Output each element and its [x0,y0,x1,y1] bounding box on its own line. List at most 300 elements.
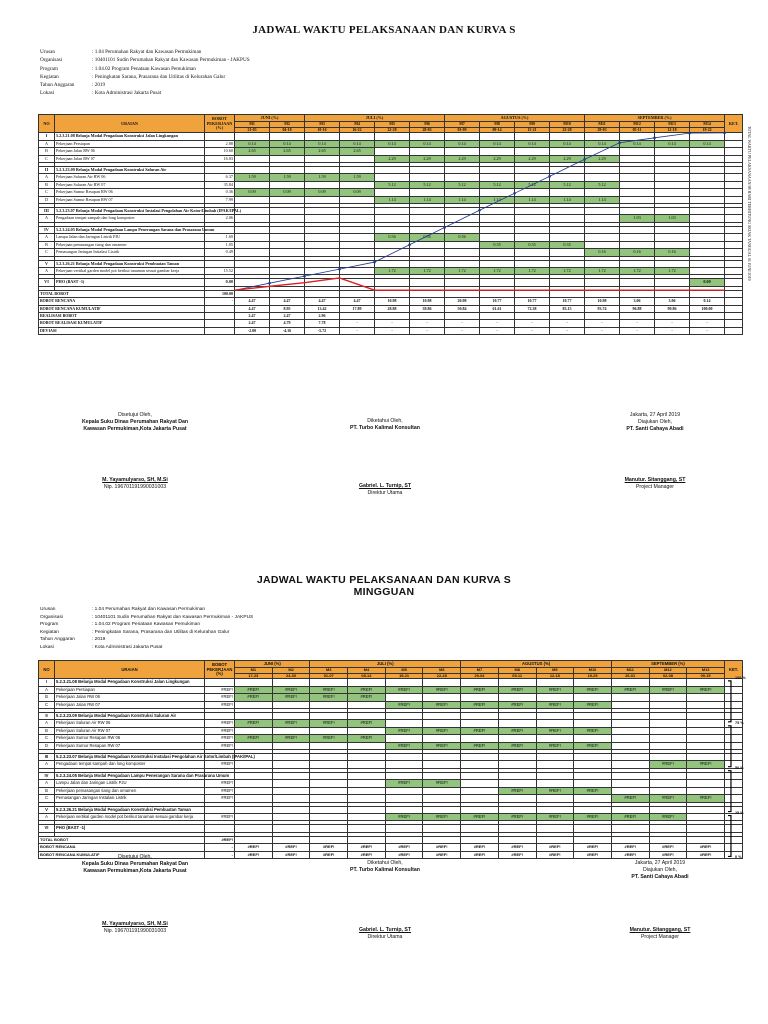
row-uraian: 5.2.3.26.21 Belanja Modal Pengadaan Konstruksi Pembuatan Taman [55,806,205,813]
summary-cell: - [515,327,550,334]
ket-cell [725,148,743,155]
row-uraian: Pemasangan Jaringan Instalasi Listrik [55,249,205,256]
summary-row [39,298,743,305]
week-cell [310,787,348,794]
row-uraian: 5.2.3.23.09 Belanja Modal Pengadaan Konstruksi Saluran Air [55,167,205,174]
row-bobot: 0.00 [205,279,235,286]
week-cell [445,249,480,256]
group-row [39,772,743,779]
row-no: A [39,234,55,241]
week-cell [348,701,386,708]
row-bobot: #REF! [205,742,235,749]
week-cell [690,226,725,233]
week-cell [687,825,725,832]
summary-cell: #REF! [272,844,310,851]
row-no: III [39,208,55,215]
month-header: SEPTEMBER (%) [611,661,724,668]
summary-cell: #REF! [649,844,687,851]
week-cell [272,754,310,761]
summary-cell: 4.79 [270,320,305,327]
week-cell [340,279,375,286]
row-uraian: 5.2.3.23.09 Belanja Modal Pengadaan Konstruksi Saluran Air [55,713,205,720]
week-header: M4 [348,668,386,674]
group-row [39,208,743,215]
summary-cell: 2.47 [235,320,270,327]
row-no: B [39,148,55,155]
week-cell [690,196,725,203]
week-cell [272,825,310,832]
row-no: A [39,174,55,181]
ket-cell [724,754,742,761]
summary-cell [655,290,690,297]
week-cell [620,174,655,181]
week-cell: #REF! [385,686,423,693]
week-cell [340,208,375,215]
week-cell [655,189,690,196]
week-cell [410,167,445,174]
row-uraian: Pekerjaan Jalan RW 07 [55,701,205,708]
week-cell: #REF! [461,701,499,708]
ket-cell [725,298,743,305]
table-row [39,215,743,222]
week-cell [410,249,445,256]
sheet-title: JADWAL WAKTU PELAKSANAAN DAN KURVA S [252,24,516,36]
row-bobot: 1.05 [205,241,235,248]
date-header: 17-23 [235,673,273,679]
date-header: 21-03 [235,127,270,133]
week-cell [423,795,461,802]
sign-org-2: Kawasan Permukiman,Kota Jakarta Pusat [83,426,187,432]
sign-org: Kepala Suku Dinas Perumahan Rakyat Dan [81,861,189,867]
summary-cell: - [690,320,725,327]
summary-cell [480,312,515,319]
week-cell: #REF! [272,720,310,727]
week-cell [340,133,375,140]
summary-cell: - [515,320,550,327]
week-cell [655,208,690,215]
row-bobot: #REF! [205,686,235,693]
week-cell [348,813,386,820]
week-cell [423,772,461,779]
summary-cell: - [340,320,375,327]
week-cell [305,241,340,248]
summary-label: BOBOT RENCANA [39,298,205,305]
week-cell [235,181,270,188]
week-cell [272,679,310,686]
summary-cell: #REF! [461,851,499,858]
week-cell: 1.72 [585,267,620,274]
week-cell [235,215,270,222]
summary-label: BOBOT REALISASI KUMULATIF [39,320,205,327]
week-cell: 0.56 [445,234,480,241]
week-cell [305,133,340,140]
sign-label: Diajukan Oleh, [637,419,673,425]
row-no: C [39,249,55,256]
week-cell [423,713,461,720]
week-cell [585,226,620,233]
week-cell [340,196,375,203]
week-cell [649,720,687,727]
row-no: B [39,787,55,794]
table-row [39,735,743,742]
week-cell [515,279,550,286]
row-uraian: Pekerjaan Saluran Air RW 07 [55,727,205,734]
week-cell [536,761,574,768]
info-row [40,621,253,629]
table-row [39,761,743,768]
week-cell: #REF! [235,686,273,693]
week-cell: #REF! [235,720,273,727]
week-header: M4 [340,122,375,128]
week-cell [445,174,480,181]
week-cell [585,215,620,222]
week-cell [375,249,410,256]
week-cell [515,234,550,241]
week-cell: #REF! [649,761,687,768]
week-header: M5 [385,668,423,674]
row-uraian: Pemasangan Jaringan Instalasi Listrik [55,795,205,802]
row-uraian: Lampu Jalan dan Jaringan Listrik PJU [55,234,205,241]
row-no: B [39,727,55,734]
week-header: M13 [655,122,690,128]
row-uraian: Pekerjaan Sumur Resapan RW 06 [55,189,205,196]
week-cell [536,780,574,787]
info-key: Urusan [40,49,55,55]
date-header: 29-03 [585,127,620,133]
row-uraian: 5.2.3.23.07 Belanja Modal Pengadaan Konstruksi Instalasi Pengolahan Air Kotor/Limbah (IPAK/IPAL) [56,754,255,760]
week-header: M10 [574,668,612,674]
ket-cell [724,787,742,794]
week-cell [515,226,550,233]
week-cell [385,772,423,779]
sign-org-2: Kawasan Permukiman,Kota Jakarta Pusat [83,868,187,874]
week-cell: #REF! [385,780,423,787]
week-cell [585,133,620,140]
sign-label: Diajukan Oleh, [642,867,678,873]
table-row [39,234,743,241]
week-cell [611,727,649,734]
week-cell [611,761,649,768]
summary-cell: 13.42 [305,305,340,312]
date-header: 12-18 [536,673,574,679]
summary-cell: 10.77 [480,298,515,305]
week-cell: #REF! [536,701,574,708]
week-header: M12 [620,122,655,128]
week-cell [687,806,725,813]
week-cell [655,148,690,155]
row-uraian: Pekerjaan Saluran Air RW 07 [55,181,205,188]
week-cell [690,260,725,267]
summary-label: TOTAL BOBOT [39,290,205,297]
summary-cell: 4.47 [340,298,375,305]
week-cell [655,226,690,233]
week-cell [574,825,612,832]
week-cell [620,234,655,241]
week-cell [574,780,612,787]
week-cell [515,260,550,267]
summary-cell: #REF! [348,851,386,858]
week-cell: 1.14 [480,196,515,203]
summary-label: DEVIASI [39,327,205,334]
bracket-label: 25 % [734,810,744,815]
summary-cell [515,312,550,319]
info-value: : 10401101 Sudin Perumahan Rakyat dan Kawasan Permukiman - JAKPUS [92,614,254,620]
summary-cell: #REF! [536,851,574,858]
sign-sub: Project Manager [635,484,675,490]
table-row [39,720,743,727]
week-cell: 2.29 [480,155,515,162]
week-cell [461,679,499,686]
summary-cell: 4.47 [270,298,305,305]
info-key: Tahun Anggaran [40,82,75,89]
row-uraian: 5.2.3.24.05 Belanja Modal Pengadaan Lampu Penerangan Sarana dan Prasarana Umum [56,772,230,778]
week-cell [687,720,725,727]
week-cell [574,735,612,742]
summary-cell: - [550,327,585,334]
summary-bobot: 100.00 [205,290,235,297]
week-cell [235,806,273,813]
week-cell [574,694,612,701]
week-cell [310,713,348,720]
summary-bobot [205,305,235,312]
summary-bobot: - [205,851,235,858]
week-cell [270,208,305,215]
week-cell [340,241,375,248]
summary-cell [690,290,725,297]
row-bobot [205,825,235,832]
row-bobot: #REF! [205,694,235,701]
week-cell [348,795,386,802]
summary-cell [235,290,270,297]
row-no: C [39,189,55,196]
summary-label: BOBOT RENCANA KUMULATIF [39,851,205,858]
week-cell: 1.14 [445,196,480,203]
week-cell [310,679,348,686]
week-cell: #REF! [498,727,536,734]
week-cell: 5.12 [480,181,515,188]
summary-cell [585,290,620,297]
week-cell [480,226,515,233]
date-header: 19-25 [574,673,612,679]
week-header: M1 [235,668,273,674]
summary-cell: - [410,327,445,334]
summary-cell: 2.47 [235,312,270,319]
row-uraian: Pengadaan tempat sampah dan long komposter [55,215,205,222]
week-cell [536,754,574,761]
row-no: A [39,813,55,820]
row-bobot: 15.52 [205,267,235,274]
week-cell [620,155,655,162]
week-cell [272,727,310,734]
week-cell: 1.72 [480,267,515,274]
week-cell [461,694,499,701]
week-cell: 1.14 [585,196,620,203]
week-cell [235,133,270,140]
week-cell [310,727,348,734]
week-cell: #REF! [611,795,649,802]
week-cell: 0.35 [480,241,515,248]
week-cell [687,772,725,779]
week-cell: #REF! [536,686,574,693]
row-bobot: 2.06 [205,215,235,222]
info-key: Lokasi [40,90,55,97]
row-uraian: Pengadaan tempat sampah dan long komposter [55,761,205,768]
week-cell [585,260,620,267]
summary-cell [620,312,655,319]
ket-cell [725,327,743,334]
table-row [39,787,743,794]
summary-cell [585,312,620,319]
summary-cell: 61.61 [480,305,515,312]
summary-cell [536,836,574,843]
ket-cell [724,701,742,708]
week-cell [385,754,423,761]
month-header: JUNI (%) [235,661,310,668]
summary-cell: 50.84 [445,305,480,312]
week-cell [410,189,445,196]
week-cell [687,787,725,794]
row-bobot: 1.69 [205,234,235,241]
week-cell: 0.14 [375,140,410,147]
date-header: 16-22 [340,127,375,133]
week-cell [445,215,480,222]
sign-name: M. Yayamulyarso, SH, M.Si [102,477,168,483]
week-cell [348,727,386,734]
row-bobot: 6.37 [205,174,235,181]
row-uraian: Pekerjaan Jalan RW 07 [55,155,205,162]
date-header: 01-07 [310,673,348,679]
week-cell [348,761,386,768]
row-no: V [39,806,55,813]
week-cell [585,234,620,241]
week-header: M5 [375,122,410,128]
week-cell [611,787,649,794]
week-cell [480,174,515,181]
info-row [40,81,250,89]
week-cell: 2.65 [235,148,270,155]
week-cell [272,806,310,813]
summary-bobot: - [205,298,235,305]
ket-cell [725,155,743,162]
week-cell: 0.14 [585,140,620,147]
summary-cell: 83.15 [550,305,585,312]
week-cell [687,713,725,720]
summary-cell [375,312,410,319]
row-no: I [39,679,55,686]
week-cell [340,267,375,274]
week-cell [480,234,515,241]
summary-cell: 8.95 [270,305,305,312]
date-header: 29-04 [461,673,499,679]
col-bobot: BOBOT PEKERJAAN (%) [205,115,235,133]
week-cell [305,181,340,188]
week-cell [375,167,410,174]
week-cell: 2.65 [305,148,340,155]
week-cell [272,713,310,720]
ket-cell [725,208,743,215]
week-cell: #REF! [348,694,386,701]
week-cell [375,133,410,140]
week-cell: #REF! [461,813,499,820]
summary-bobot: - [205,844,235,851]
summary-row [39,290,743,297]
sign-name: Manutur. Sitanggang, ST [629,927,691,933]
week-cell: #REF! [310,735,348,742]
week-cell [272,761,310,768]
week-cell: 1.59 [235,174,270,181]
sign-date: Jakarta, 27 April 2019 [629,412,681,418]
week-cell: 2.29 [585,155,620,162]
week-cell: #REF! [423,813,461,820]
week-cell: 0.14 [550,140,585,147]
week-cell [461,772,499,779]
week-cell: #REF! [536,742,574,749]
week-cell [375,260,410,267]
week-cell [461,735,499,742]
week-cell [687,735,725,742]
week-cell [270,234,305,241]
week-cell [649,787,687,794]
week-header: M3 [305,122,340,128]
week-cell [611,742,649,749]
week-cell [585,148,620,155]
week-cell: #REF! [272,735,310,742]
week-cell: 5.12 [585,181,620,188]
week-cell [310,701,348,708]
sign-label: Diketahui Oleh, [367,860,403,866]
week-cell [385,795,423,802]
row-bobot: 7.99 [205,196,235,203]
row-uraian: Pekerjaan Persiapan [55,140,205,147]
week-cell [620,260,655,267]
row-no: IV [39,772,55,779]
info-key: Lokasi [40,644,54,650]
date-header: 03-09 [445,127,480,133]
summary-cell: 99.86 [655,305,690,312]
sign-org: PT. Santi Cahaya Abadi [626,426,684,432]
week-cell [690,155,725,162]
week-cell [235,167,270,174]
ket-note: TOTAL WAKTU PELAKSANAAN 98 HARI TERHITUNG SEJAK TANGGAL 01 JUNI 2019 [747,126,752,281]
week-cell [550,174,585,181]
week-cell [649,713,687,720]
summary-cell: #REF! [574,844,612,851]
week-cell [649,701,687,708]
row-uraian: Pekerjaan vertikal garden model pot berikut tanaman sesuai gambar kerja [55,813,205,820]
week-cell [235,761,273,768]
week-cell: 0.09 [270,189,305,196]
row-no: A [39,761,55,768]
group-row [39,279,743,286]
week-cell [375,279,410,286]
week-cell [536,694,574,701]
summary-cell [270,290,305,297]
sign-sub: Project Manager [640,934,680,940]
summary-cell: - [480,320,515,327]
info-value: : Kota Administrasi Jakarta Pusat [92,90,162,97]
week-cell [270,249,305,256]
week-cell [305,226,340,233]
week-cell [348,787,386,794]
week-cell [649,780,687,787]
bracket-label: 0 % [734,855,742,860]
week-cell: 0.16 [585,249,620,256]
week-cell [620,189,655,196]
summary-cell: #REF! [310,844,348,851]
week-cell: #REF! [536,787,574,794]
row-uraian: Pekerjaan Sumur Resapan RW 06 [55,735,205,742]
week-cell: #REF! [574,701,612,708]
